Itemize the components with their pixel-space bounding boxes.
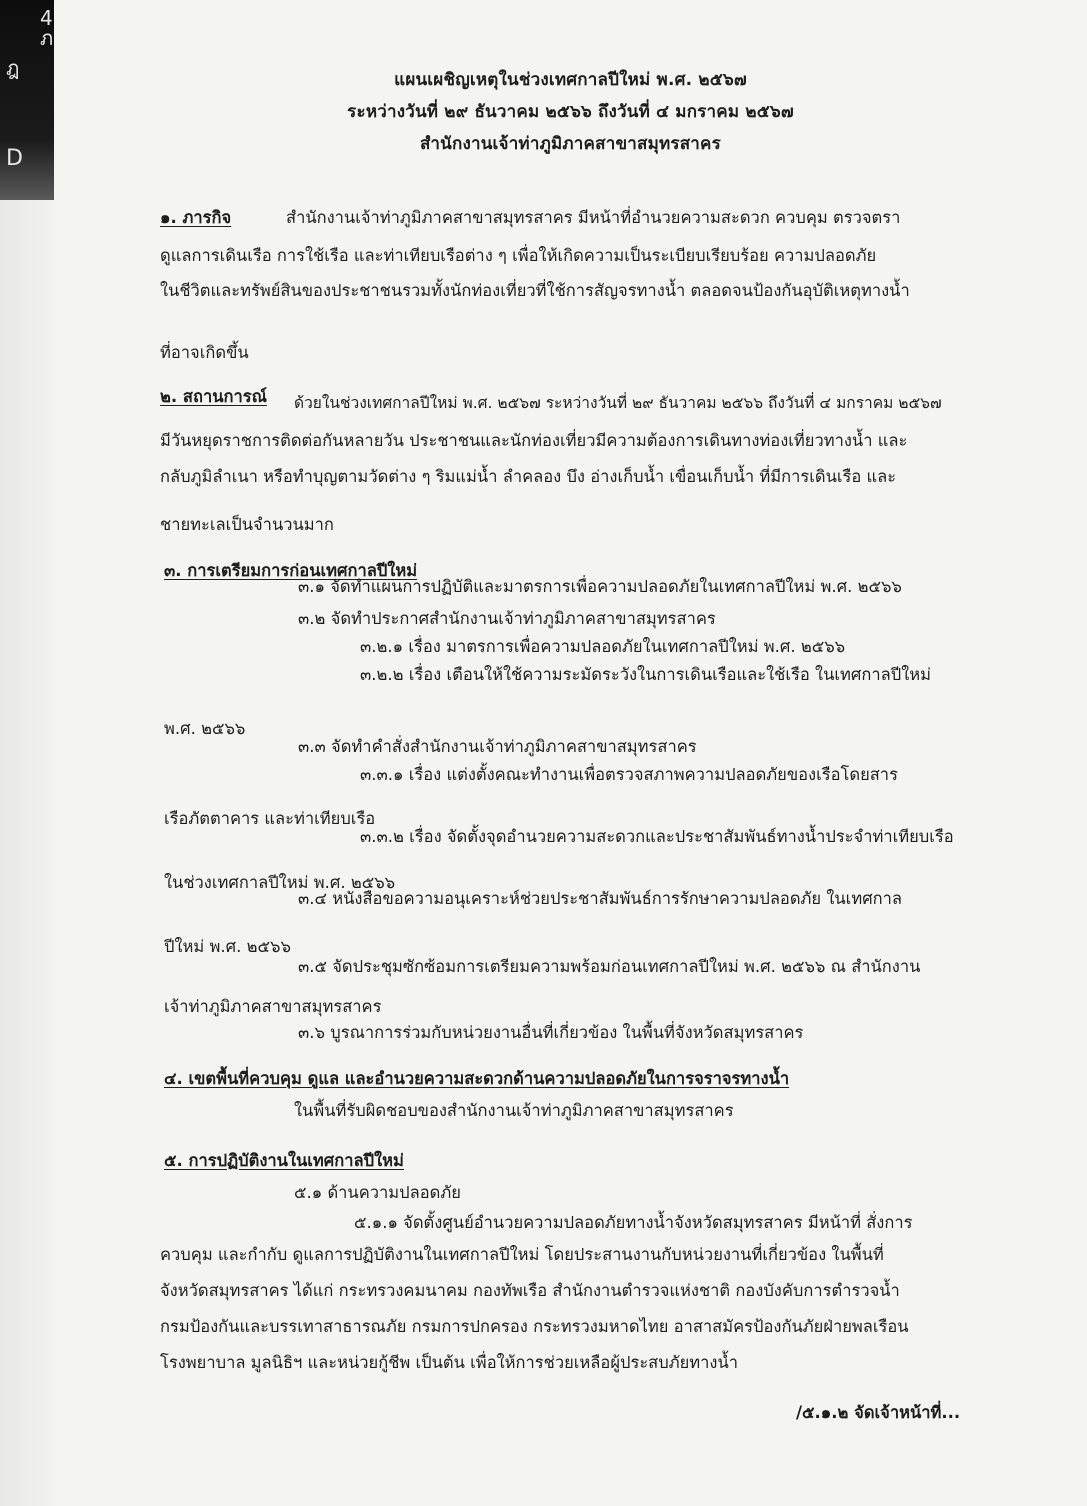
section-3-item: ๓.๑ จัดทำแผนการปฏิบัติและมาตรการเพื่อความปลอดภัยในเทศกาลปีใหม่ พ.ศ. ๒๕๖๖ <box>298 577 902 596</box>
section-2-line: ชายทะเลเป็นจำนวนมาก <box>160 515 334 534</box>
section-1-heading: ๑. ภารกิจ <box>160 208 232 227</box>
document-date-range: ระหว่างวันที่ ๒๙ ธันวาคม ๒๕๖๖ ถึงวันที่ ๔ มกราคม ๒๕๖๗ <box>347 102 794 122</box>
section-3-item: ๓.๓.๒ เรื่อง จัดตั้งจุดอำนวยความสะดวกและประชาสัมพันธ์ทางน้ำประจำท่าเทียบเรือ <box>360 827 954 846</box>
section-5-line: ๕.๑ ด้านความปลอดภัย <box>294 1183 461 1202</box>
section-2-line: ด้วยในช่วงเทศกาลปีใหม่ พ.ศ. ๒๕๖๗ ระหว่างวันที่ ๒๙ ธันวาคม ๒๕๖๖ ถึงวันที่ ๔ มกราคม ๒๕๖๗ <box>294 394 942 412</box>
section-3-item: ปีใหม่ พ.ศ. ๒๕๖๖ <box>164 937 291 956</box>
section-5-line: ๕.๑.๑ จัดตั้งศูนย์อำนวยความปลอดภัยทางน้ำจังหวัดสมุทรสาคร มีหน้าที่ สั่งการ <box>354 1213 913 1232</box>
section-2-line: มีวันหยุดราชการติดต่อกันหลายวัน ประชาชนและนักท่องเที่ยวมีความต้องการเดินทางท่องเที่ยวทางน้ำ และ <box>160 431 908 450</box>
section-3-item: ๓.๒.๑ เรื่อง มาตรการเพื่อความปลอดภัยในเทศกาลปีใหม่ พ.ศ. ๒๕๖๖ <box>360 637 846 656</box>
section-2-heading: ๒. สถานการณ์ <box>160 387 267 406</box>
document-page <box>54 0 1087 1506</box>
section-3-item: ในช่วงเทศกาลปีใหม่ พ.ศ. ๒๕๖๖ <box>164 873 396 892</box>
section-1-line: ดูแลการเดินเรือ การใช้เรือ และท่าเทียบเรือต่าง ๆ เพื่อให้เกิดความเป็นระเบียบเรียบร้อย ความปลอดภัย <box>160 246 877 265</box>
document-title: แผนเผชิญเหตุในช่วงเทศกาลปีใหม่ พ.ศ. ๒๕๖๗ <box>394 70 747 90</box>
section-1-line: ในชีวิตและทรัพย์สินของประชาชนรวมทั้งนักท่องเที่ยวที่ใช้การสัญจรทางน้ำ ตลอดจนป้องกันอุบัติเหตุทางน้ำ <box>160 281 910 300</box>
section-4-line: ในพื้นที่รับผิดชอบของสำนักงานเจ้าท่าภูมิภาคสาขาสมุทรสาคร <box>294 1101 734 1120</box>
document-office: สำนักงานเจ้าท่าภูมิภาคสาขาสมุทรสาคร <box>420 134 721 154</box>
page-continuation: /๕.๑.๒ จัดเจ้าหน้าที่... <box>796 1403 961 1422</box>
section-3-item: ๓.๕ จัดประชุมซักซ้อมการเตรียมความพร้อมก่อนเทศกาลปีใหม่ พ.ศ. ๒๕๖๖ ณ สำนักงาน <box>298 957 921 976</box>
section-5-line: กรมป้องกันและบรรเทาสาธารณภัย กรมการปกครอง กระทรวงมหาดไทย อาสาสมัครป้องกันภัยฝ่ายพลเรือน <box>160 1317 909 1336</box>
section-5-line: โรงพยาบาล มูลนิธิฯ และหน่วยกู้ชีพ เป็นต้น เพื่อให้การช่วยเหลือผู้ประสบภัยทางน้ำ <box>160 1353 739 1372</box>
section-3-item: เจ้าท่าภูมิภาคสาขาสมุทรสาคร <box>164 997 382 1016</box>
section-1-line: ที่อาจเกิดขึ้น <box>160 343 249 362</box>
scan-edge-paper <box>0 190 54 1506</box>
section-3-item: ๓.๓ จัดทำคำสั่งสำนักงานเจ้าท่าภูมิภาคสาขาสมุทรสาคร <box>298 737 697 756</box>
section-5-line: จังหวัดสมุทรสาคร ได้แก่ กระทรวงคมนาคม กองทัพเรือ สำนักงานตำรวจแห่งชาติ กองบังคับการตำรวจน้ำ <box>160 1281 900 1300</box>
section-3-item: ๓.๖ บูรณาการร่วมกับหน่วยงานอื่นที่เกี่ยวข้อง ในพื้นที่จังหวัดสมุทรสาคร <box>298 1023 804 1042</box>
scan-edge-mark: ฎ <box>6 56 20 80</box>
section-3-item: ๓.๒.๒ เรื่อง เตือนให้ใช้ความระมัดระวังในการเดินเรือและใช้เรือ ในเทศกาลปีใหม่ <box>360 665 932 684</box>
scan-edge <box>0 0 54 1506</box>
scan-edge-mark: D <box>6 146 23 171</box>
section-3-item: พ.ศ. ๒๕๖๖ <box>164 719 246 738</box>
section-5-heading: ๕. การปฏิบัติงานในเทศกาลปีใหม่ <box>164 1151 404 1170</box>
section-3-item: เรือภัตตาคาร และท่าเทียบเรือ <box>164 809 376 828</box>
section-3-heading: ๓. การเตรียมการก่อนเทศกาลปีใหม่ <box>164 561 418 580</box>
section-5-line: ควบคุม และกำกับ ดูแลการปฏิบัติงานในเทศกาลปีใหม่ โดยประสานงานกับหน่วยงานที่เกี่ยวข้อง ในพื้นที่ <box>160 1245 884 1264</box>
section-3-item: ๓.๔ หนังสือขอความอนุเคราะห์ช่วยประชาสัมพันธ์การรักษาความปลอดภัย ในเทศกาล <box>298 889 903 908</box>
section-4-heading: ๔. เขตพื้นที่ควบคุม ดูแล และอำนวยความสะดวกด้านความปลอดภัยในการจราจรทางน้ำ <box>164 1069 790 1088</box>
section-3-item: ๓.๓.๑ เรื่อง แต่งตั้งคณะทำงานเพื่อตรวจสภาพความปลอดภัยของเรือโดยสาร <box>360 765 898 784</box>
section-1-line: สำนักงานเจ้าท่าภูมิภาคสาขาสมุทรสาคร มีหน้าที่อำนวยความสะดวก ควบคุม ตรวจตรา <box>286 208 901 227</box>
scan-edge-mark: 4 ภ <box>40 6 54 50</box>
section-2-line: กลับภูมิลำเนา หรือทำบุญตามวัดต่าง ๆ ริมแม่น้ำ ลำคลอง บึง อ่างเก็บน้ำ เขื่อนเก็บน้ำ ที่มีการเดินเรือ และ <box>160 467 897 486</box>
section-3-item: ๓.๒ จัดทำประกาศสำนักงานเจ้าท่าภูมิภาคสาขาสมุทรสาคร <box>298 609 716 628</box>
